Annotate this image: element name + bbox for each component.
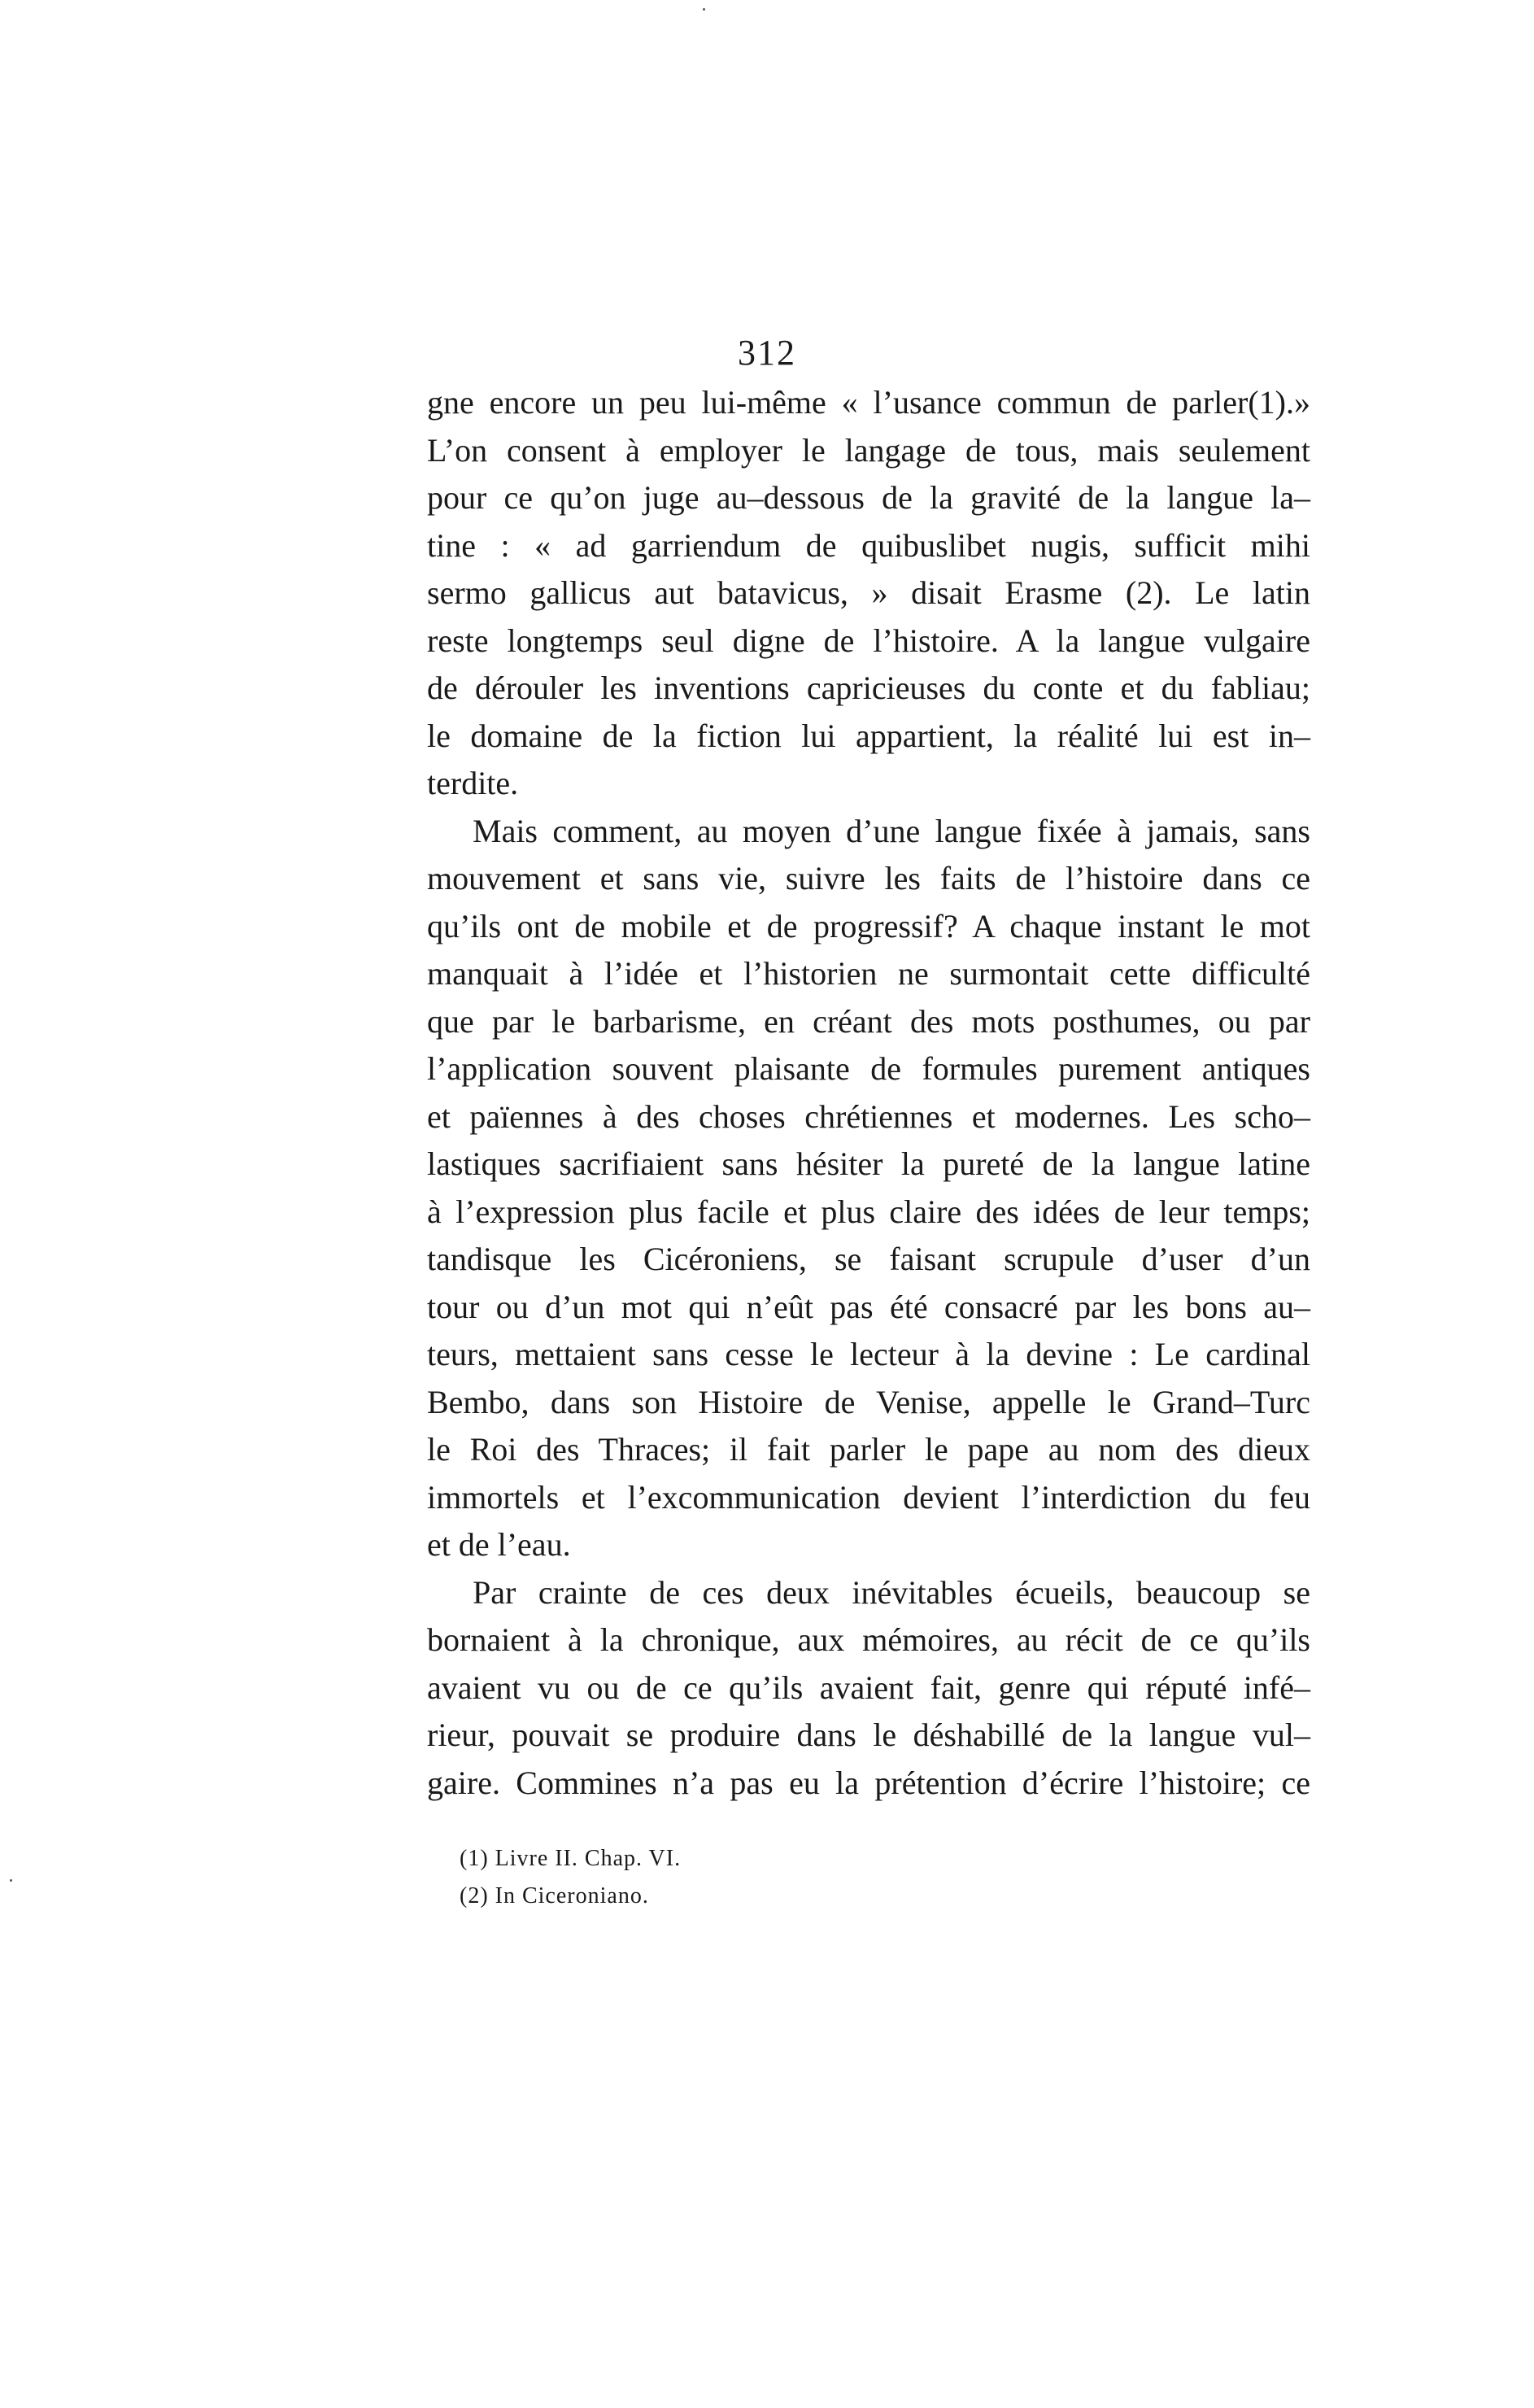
- text-line: tour ou d’un mot qui n’eût pas été consacré par les bons au–: [427, 1288, 1310, 1325]
- text-line: Mais comment, au moyen d’une langue fixée à jamais, sans: [473, 812, 1310, 849]
- page-number: 312: [738, 333, 796, 373]
- text-line: terdite.: [427, 765, 519, 801]
- text-line: sermo gallicus aut bataviсus, » disait Erasme (2). Le latin: [427, 574, 1310, 611]
- text-line: que par le barbarisme, en créant des mots posthumes, ou par: [427, 1002, 1310, 1040]
- text-line: pour ce qu’on juge au–dessous de la gravité de la langue la–: [427, 479, 1310, 516]
- text-line: gaire. Commines n’a pas eu la prétention d’écrire l’histoire; ce: [427, 1764, 1310, 1801]
- text-line: rieur, pouvait se produire dans le déshabillé de la langue vul–: [427, 1717, 1310, 1753]
- body-text: [427, 379, 1310, 1807]
- text-line: le Roi des Thraces; il fait parler le pape au nom des dieux: [427, 1431, 1310, 1468]
- text-line: tine : « ad garriendum de quibuslibet nugis, sufficit mihi: [427, 526, 1310, 564]
- text-line: Bembo, dans son Histoire de Venise, appelle le Grand–Turc: [427, 1383, 1310, 1420]
- text-line: teurs, mettaient sans cesse le lecteur à la devine : Le cardinal: [427, 1336, 1310, 1372]
- text-line: L’on consent à employer le langage de tous, mais seulement: [427, 431, 1310, 469]
- text-line: bornaient à la chronique, aux mémoires, au récit de ce qu’ils: [427, 1621, 1310, 1658]
- footnote: (2) In Ciceroniano.: [460, 1883, 649, 1909]
- text-line: immortels et l’excommunication devient l’interdiction du feu: [427, 1478, 1310, 1516]
- text-line: tandisque les Cicéroniens, se faisant scrupule d’user d’un: [427, 1241, 1310, 1277]
- paper-speck: [703, 8, 705, 11]
- footnote: (1) Livre II. Chap. VI.: [460, 1846, 682, 1871]
- text-line: lastiques sacrifiaient sans hésiter la pureté de la langue latine: [427, 1145, 1310, 1182]
- text-line: reste longtemps seul digne de l’histoire. A la langue vulgaire: [427, 622, 1310, 659]
- text-line: avaient vu ou de ce qu’ils avaient fait, genre qui réputé infé–: [427, 1669, 1310, 1706]
- text-line: à l’expression plus facile et plus claire des idées de leur temps;: [427, 1193, 1310, 1230]
- text-line: et de l’eau.: [427, 1526, 571, 1563]
- text-line: l’application souvent plaisante de formules purement antiques: [427, 1050, 1310, 1087]
- text-line: et païennes à des choses chrétiennes et modernes. Les scho–: [427, 1097, 1310, 1135]
- text-line: gne encore un peu lui-même « l’usance commun de parler(1).»: [427, 384, 1310, 421]
- text-line: manquait à l’idée et l’historien ne surmontait cette difficulté: [427, 955, 1310, 992]
- text-line: le domaine de la fiction lui appartient, la réalité lui est in–: [427, 717, 1310, 754]
- text-line: mouvement et sans vie, suivre les faits de l’histoire dans ce: [427, 860, 1310, 896]
- paper-speck: [10, 1879, 12, 1882]
- text-line: de dérouler les inventions capricieuses du conte et du fabliau;: [427, 670, 1310, 706]
- text-line: qu’ils ont de mobile et de progressif? A chaque instant le mot: [427, 907, 1310, 944]
- footnotes: [460, 1840, 1029, 1915]
- text-line: Par crainte de ces deux inévitables écueils, beaucoup se: [473, 1573, 1310, 1611]
